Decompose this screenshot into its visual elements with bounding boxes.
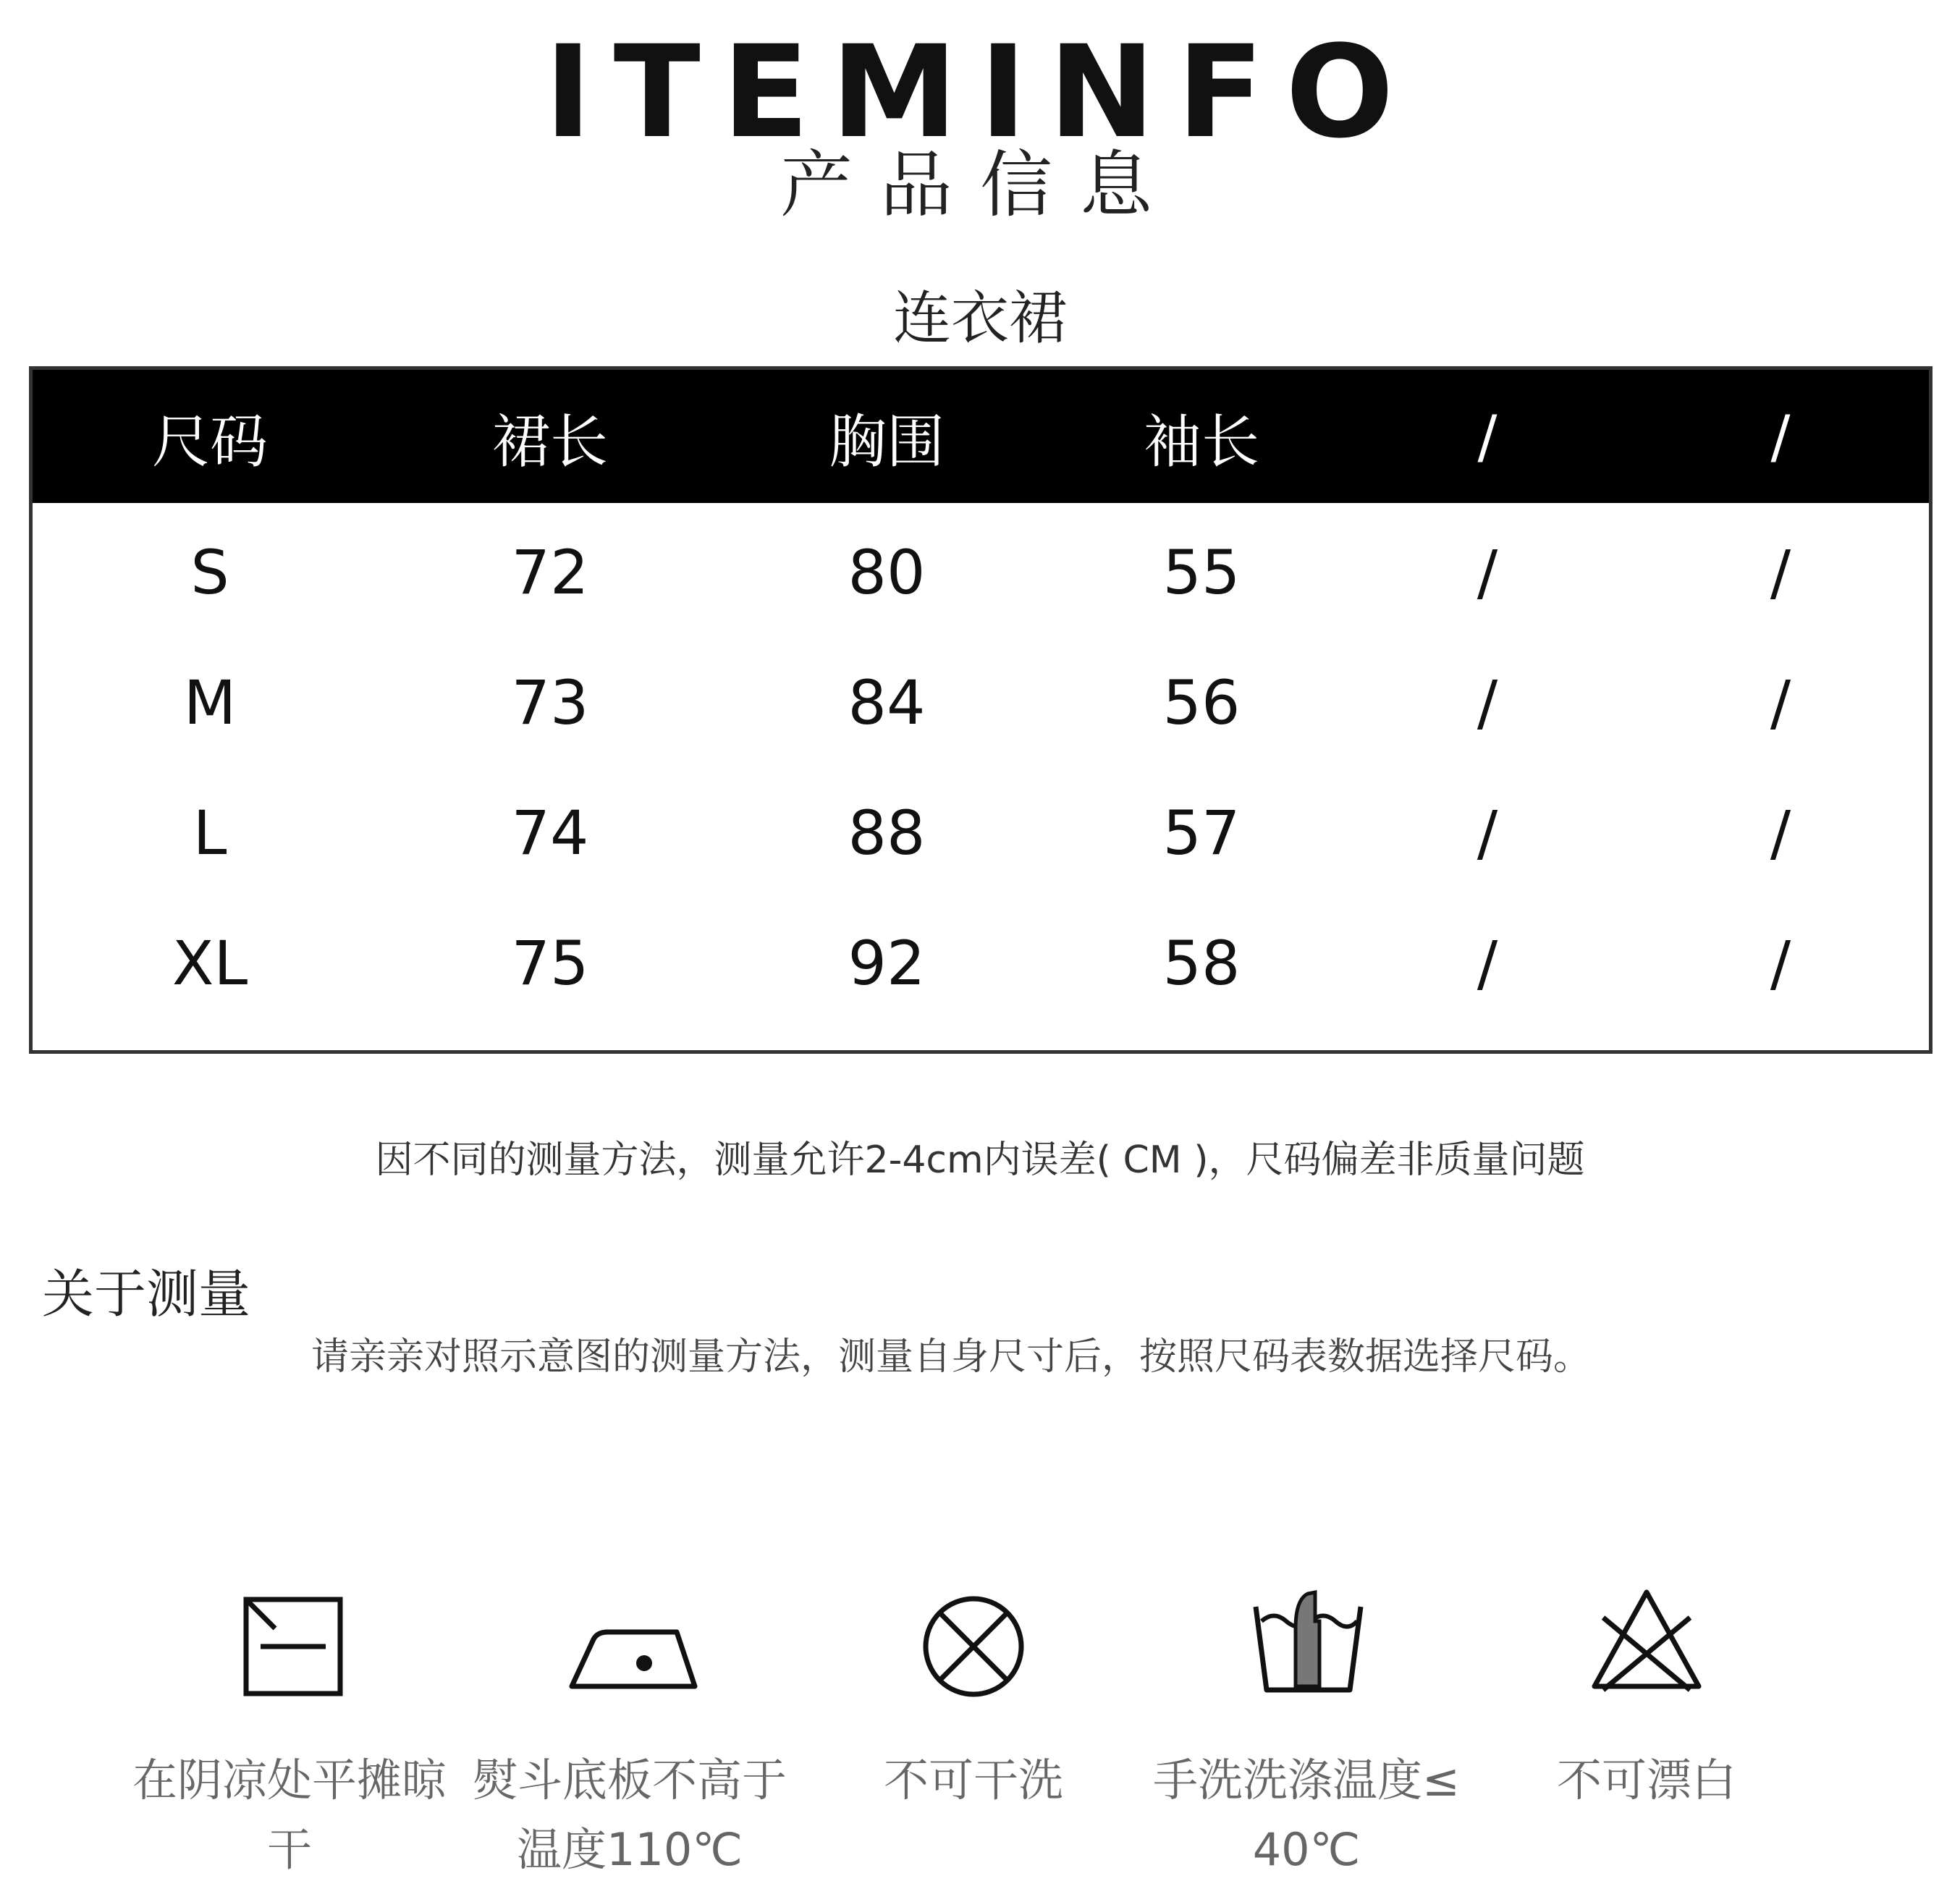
table-cell: /: [1477, 928, 1498, 999]
table-cell: 75: [511, 928, 589, 999]
page-title: ITEMINFO: [544, 18, 1416, 166]
table-cell: S: [190, 537, 229, 608]
header-cell: /: [1477, 402, 1498, 470]
table-cell: 73: [511, 667, 589, 738]
do-not-dry-clean-icon: [908, 1578, 1039, 1708]
header-cell: 尺码: [152, 407, 268, 476]
table-cell: 92: [848, 928, 926, 999]
table-cell: /: [1770, 928, 1791, 999]
table-cell: 72: [511, 537, 589, 608]
care-label: [1466, 1746, 1828, 1815]
table-cell: 55: [1162, 537, 1241, 608]
care-label-line: 不可漂白: [1556, 1754, 1736, 1806]
measurement-note: 因不同的测量方法，测量允许2-4cm内误差( CM )，尺码偏差非质量问题: [375, 1138, 1585, 1182]
table-row: [33, 898, 1929, 1028]
size-table-header: [33, 370, 1929, 503]
table-cell: 74: [511, 798, 589, 868]
header-cell: 袖长: [1144, 407, 1259, 476]
care-label: [109, 1746, 470, 1885]
care-label: [1125, 1746, 1487, 1885]
header-cell: 胸围: [829, 407, 945, 476]
table-cell: 80: [848, 537, 926, 608]
table-cell: 58: [1162, 928, 1241, 999]
care-label-line: 温度110℃: [517, 1823, 743, 1876]
care-label-line: 在阴凉处平摊晾: [132, 1754, 447, 1806]
table-cell: 56: [1162, 667, 1241, 738]
table-cell: 57: [1162, 798, 1241, 868]
about-measurement-title: 关于测量: [42, 1264, 251, 1324]
table-cell: /: [1770, 537, 1791, 608]
iron-low-heat-icon: [550, 1578, 709, 1708]
care-label-line: 不可干洗: [883, 1754, 1063, 1806]
header-cell: 裙长: [492, 407, 608, 476]
care-item-dry-flat: [101, 1578, 478, 1885]
table-row: [33, 507, 1929, 638]
header-cell: /: [1770, 402, 1791, 470]
care-item-hand-wash: [1118, 1578, 1495, 1885]
table-cell: M: [183, 667, 237, 738]
care-label: [793, 1746, 1154, 1815]
care-label-line: 熨斗底板不高于: [472, 1754, 787, 1806]
care-label: [449, 1746, 811, 1885]
table-cell: XL: [172, 928, 248, 999]
table-row: [33, 768, 1929, 898]
hand-wash-icon: [1234, 1578, 1379, 1708]
table-cell: /: [1477, 667, 1498, 738]
table-cell: /: [1477, 798, 1498, 868]
table-cell: /: [1770, 798, 1791, 868]
care-item-no-dry-clean: [785, 1578, 1162, 1815]
care-label-line: 40℃: [1252, 1823, 1361, 1876]
table-cell: /: [1770, 667, 1791, 738]
table-cell: 88: [848, 798, 926, 868]
care-label-line: 干: [266, 1823, 312, 1876]
care-label-line: 手洗洗涤温度≤: [1153, 1754, 1460, 1806]
table-row: [33, 638, 1929, 768]
care-item-iron: [442, 1578, 818, 1885]
care-item-no-bleach: [1458, 1578, 1835, 1815]
table-cell: 84: [848, 667, 926, 738]
do-not-bleach-icon: [1574, 1578, 1719, 1708]
dry-flat-in-shade-icon: [224, 1578, 355, 1708]
table-cell: L: [193, 798, 227, 868]
about-measurement-text: 请亲亲对照示意图的测量方法，测量自身尺寸后，按照尺码表数据选择尺码。: [311, 1335, 1592, 1379]
size-table: [29, 366, 1932, 1054]
page-subtitle: 产品信息: [780, 143, 1180, 227]
product-name: 连衣裙: [893, 284, 1067, 352]
table-cell: /: [1477, 537, 1498, 608]
